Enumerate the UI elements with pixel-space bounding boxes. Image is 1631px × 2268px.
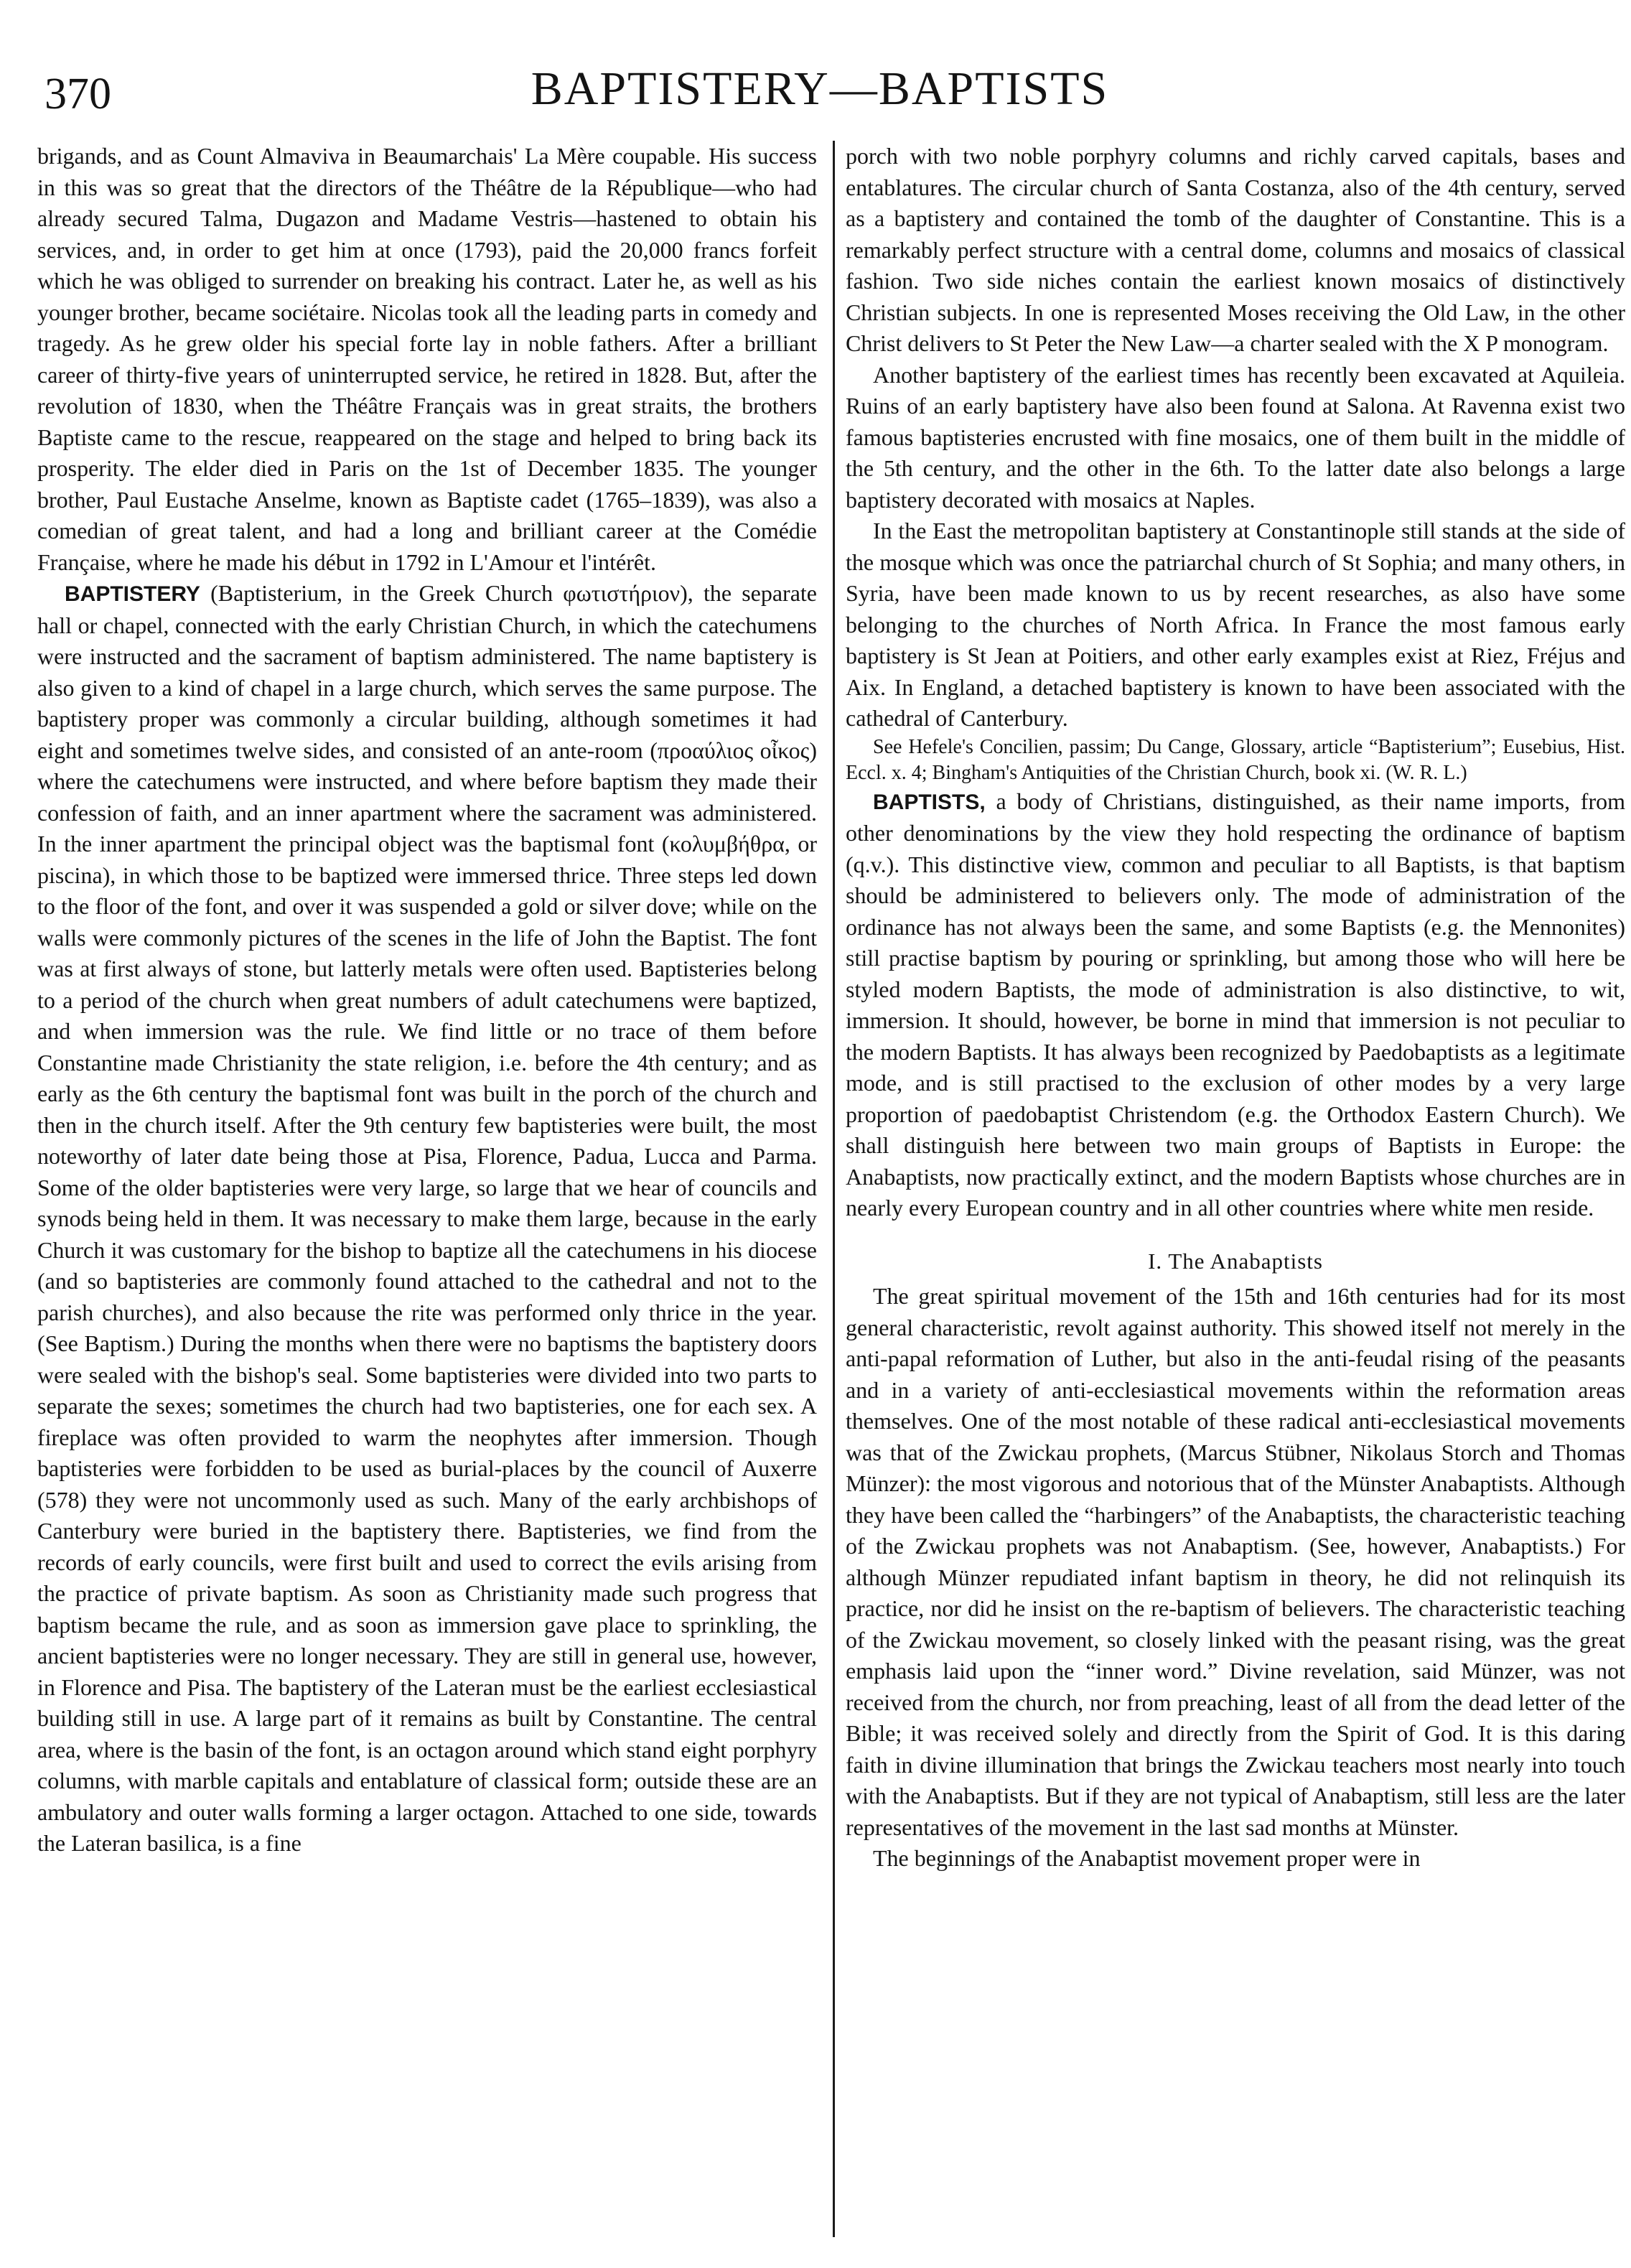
entry-baptistery-text: (Baptisterium, in the Greek Church φωτιστήριον), the separate hall or chapel, connected with the early Christian Church, in which the catechumens were instructed and the sacrament of baptism administered. The name baptistery is also given to a kind of chapel in a large church, which serves the same purpose. The baptistery proper was commonly a circular building, although sometimes it had eight and sometimes twelve sides, and consisted of an ante-room (προαύλιος οἶκος) where the catechumens were instructed, and where before baptism they made their confession of faith, and an inner apartment where the sacrament was administered. In the inner apartment the principal object was the baptismal font (κολυμβήθρα, or piscina), in which those to be baptized were immersed thrice. Three steps led down to the floor of the font, and over it was suspended a gold or silver dove; while on the walls were commonly pictures of the scenes in the life of John the Baptist. The font was at first always of stone, but latterly metals were often used. Baptisteries belong to a period of the church when great numbers of adult catechumens were baptized, and when immersion was the rule. We find little or no trace of them before Constantine made Christianity the state religion, i.e. before the 4th century; and as early as the 6th century the baptismal font was built in the porch of the church and then in the church itself. After the 9th century few baptisteries were built, the most noteworthy of later date being those at Pisa, Florence, Padua, Lucca and Parma. Some of the older baptisteries were very large, so large that we hear of councils and synods being held in them. It was necessary to make them large, because in the early Church it was customary for the bishop to baptize all the catechumens in his diocese (and so baptisteries are commonly found attached to the cathedral and not to the parish churches), and also because the rite was performed only thrice in the year. (See Baptism.) During the months when there were no baptisms the baptistery doors were sealed with the bishop's seal. Some baptisteries were divided into two parts to separate the sexes; sometimes the church had two baptisteries, one for each sex. A fireplace was often provided to warm the neophytes after immersion. Though baptisteries were forbidden to be used as burial-places by the council of Auxerre (578) they were not uncommonly used as such. Many of the early archbishops of Canterbury were buried in the baptistery there. Baptisteries, we find from the records of early councils, were first built and used to correct the evils arising from the practice of private baptism. As soon as Christianity made such progress that baptism became the rule, and as soon as immersion gave place to sprinkling, the ancient baptisteries were no longer necessary. They are still in general use, however, in Florence and Pisa. The baptistery of the Lateran must be the earliest ecclesiastical building still in use. A large part of it remains as built by Constantine. The central area, where is the basin of the font, is an octagon around which stand eight porphyry columns, with marble capitals and entablature of classical form; outside these are an ambulatory and outer walls forming a larger octagon. Attached to one side, towards the Lateran basilica, is a fine [37, 580, 818, 1856]
paragraph-aquileia: Another baptistery of the earliest times has recently been excavated at Aquileia. Ruins of an early baptistery have also been found at Salona. At Ravenna exist two famous baptisteries encrusted with fine mosaics, one of them built in the middle of the 5th century, and the other in the 6th. To the latter date also belongs a large baptistery decorated with mosaics at Naples. [846, 361, 1625, 513]
page-title: BAPTISTERY—BAPTISTS [531, 62, 1109, 115]
page-number: 370 [45, 70, 111, 118]
headword-baptists: BAPTISTS, [873, 790, 986, 814]
headword-baptistery: BAPTISTERY [65, 582, 200, 606]
entry-baptists-text: a body of Christians, distinguished, as their name imports, from other denominations by the view they hold respecting the ordinance of baptism (q.v.). This distinctive view, common and peculiar to all Baptists, is that baptism should be administered to believers only. The mode of administration of the ordinance has not always been the same, and some Baptists (e.g. the Mennonites) still practise baptism by pouring or sprinkling, but among those who will here be styled modern Baptists, the mode of administration is also distinctive, to wit, immersion. It should, however, be borne in mind that immersion is not peculiar to the modern Baptists. It has always been recognized by Paedobaptists as a legitimate mode, and is still practised to the exclusion of other modes by a very large proportion of paedobaptist Christendom (e.g. the Orthodox Eastern Church). We shall distinguish here between two main groups of Baptists in Europe: the Anabaptists, now practically extinct, and the modern Baptists whose churches are in nearly every European country and in all other countries where white men reside. [846, 788, 1626, 1221]
paragraph-east: In the East the metropolitan baptistery at Constantinople still stands at the side of the mosque which was once the patriarchal church of St Sophia; and many others, in Syria, have been made known to us by recent researches, as also have some belonging to the churches of North Africa. In France the most famous early baptistery is St Jean at Poitiers, and other early examples exist at Riez, Fréjus and Aix. In England, a detached baptistery is known to have been associated with the cathedral of Canterbury. [846, 518, 1625, 731]
bibliography-note: See Hefele's Concilien, passim; Du Cange, Glossary, article “Baptisterium”; Eusebius, Hist. Eccl. x. 4; Bingham's Antiquities of the Christian Church, book xi. (W. R. L.) [846, 735, 1625, 784]
column-divider [833, 141, 835, 2237]
right-column [846, 141, 1625, 1875]
section-heading: I. The Anabaptists [1148, 1248, 1323, 1274]
page-header [40, 62, 1599, 141]
paragraph-lateran-continued: porch with two noble porphyry columns and richly carved capitals, bases and entablatures. The circular church of Santa Costanza, also of the 4th century, served as a baptistery and contained the tomb of the daughter of Constantine. This is a remarkably perfect structure with a central dome, columns and mosaics of classical fashion. Two side niches contain the earliest known mosaics of distinctively Christian subjects. In one is represented Moses receiving the Old Law, in the other Christ delivers to St Peter the New Law—a charter sealed with the X P monogram. [846, 143, 1625, 356]
entry-baptistery [37, 578, 817, 1859]
entry-baptists [846, 786, 1625, 1224]
paragraph-great-movement: The great spiritual movement of the 15th and 16th centuries had for its most general characteristic, revolt against authority. This showed itself not merely in the anti-papal reformation of Luther, but also in the anti-feudal rising of the peasants and in a variety of anti-ecclesiastical movements within the reformation areas themselves. One of the most notable of these radical anti-ecclesiastical movements was that of the Zwickau prophets, (Marcus Stübner, Nikolaus Storch and Thomas Münzer): the most vigorous and notorious that of the Münster Anabaptists. Although they have been called the “harbingers” of the Anabaptists, the characteristic teaching of the Zwickau prophets was not Anabaptism. (See, however, Anabaptists.) For although Münzer repudiated infant baptism in theory, he did not relinquish its practice, nor did he insist on the re-baptism of believers. The characteristic teaching of the Zwickau movement, so closely linked with the peasant rising, was the great emphasis laid upon the “inner word.” Divine revelation, said Münzer, was not received from the church, nor from preaching, least of all from the dead letter of the Bible; it was received solely and directly from the Spirit of God. It is this daring faith in divine illumination that brings the Zwickau teachers most nearly into touch with the Anabaptists. But if they are not typical of Anabaptism, still less are the later representatives of the movement in the last sad months at Münster. [846, 1283, 1625, 1840]
paragraph-beginnings: The beginnings of the Anabaptist movement proper were in [873, 1845, 1421, 1871]
paragraph-baptiste-continued: brigands, and as Count Almaviva in Beaumarchais' La Mère coupable. His success in this was so great that the directors of the Théâtre de la République—who had already secured Talma, Dugazon and Madame Vestris—hastened to obtain his services, and, in order to get him at once (1793), paid the 20,000 francs forfeit which he was obliged to surrender on breaking his contract. Later he, as well as his younger brother, became sociétaire. Nicolas took all the leading parts in comedy and tragedy. As he grew older his special forte lay in noble fathers. After a brilliant career of thirty-five years of uninterrupted service, he retired in 1828. But, after the revolution of 1830, when the Théâtre Français was in great straits, the brothers Baptiste came to the rescue, reappeared on the stage and helped to bring back its prosperity. The elder died in Paris on the 1st of December 1835. The younger brother, Paul Eustache Anselme, known as Baptiste cadet (1765–1839), was also a comedian of great talent, and had a long and brilliant career at the Comédie Française, where he made his début in 1792 in L'Amour et l'intérêt. [37, 143, 817, 575]
left-column [37, 141, 817, 1859]
